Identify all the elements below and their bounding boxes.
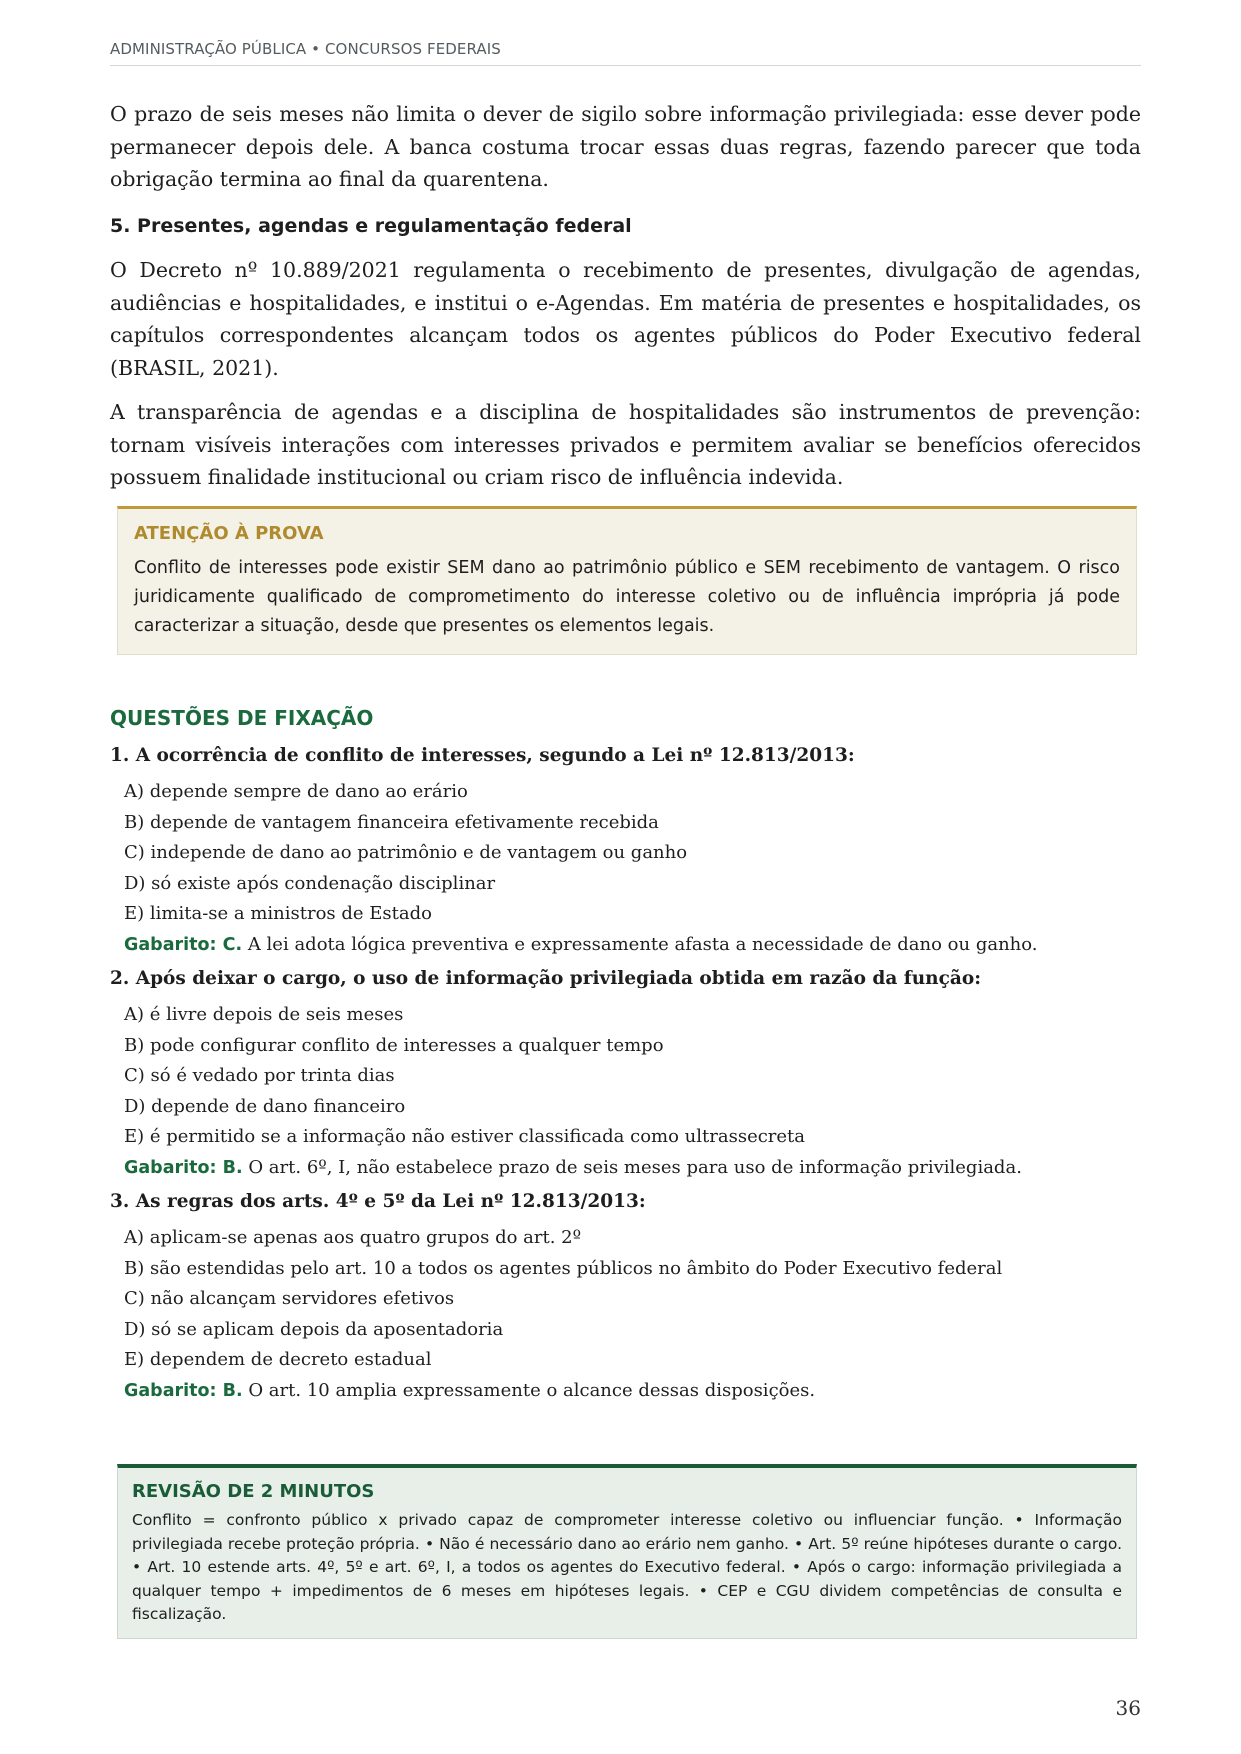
- review-callout: [117, 1464, 1137, 1639]
- answer-key: [110, 930, 1141, 961]
- answer-key: [110, 1376, 1141, 1407]
- question-option: D) depende de dano financeiro: [124, 1095, 406, 1117]
- answer-explanation: O art. 10 amplia expressamente o alcance dessas disposições.: [242, 1379, 816, 1401]
- review-body: Conflito = confronto público x privado capaz de comprometer interesse coletivo ou influenciar função. • Informação privilegiada recebe proteção própria. • Não é necessário dano ao erário nem ganho. • Art. 5º reúne hipóteses durante o cargo. • Art. 10 estende arts. 4º, 5º e art. 6º, I, a todos os agentes do Executivo federal. • Após o cargo: informação privilegiada a qualquer tempo + impedimentos de 6 meses em hipóteses legais. • CEP e CGU dividem competências de consulta e fiscalização.: [132, 1511, 1122, 1623]
- answer-key: [110, 1153, 1141, 1184]
- answer-label: Gabarito: B.: [124, 1157, 243, 1178]
- running-header: ADMINISTRAÇÃO PÚBLICA • CONCURSOS FEDERAIS: [110, 40, 1141, 66]
- question-option: E) é permitido se a informação não estiver classificada como ultrassecreta: [124, 1126, 806, 1147]
- question-1: [110, 744, 1141, 960]
- question-option: C) independe de dano ao patrimônio e de vantagem ou ganho: [124, 842, 688, 863]
- question-stem: 2. Após deixar o cargo, o uso de informação privilegiada obtida em razão da função:: [110, 968, 982, 989]
- attention-body: Conflito de interesses pode existir SEM dano ao patrimônio público e SEM recebimento de vantagem. O risco juridicamente qualificado de comprometimento do interesse coletivo ou de influência imprópria já pode caracterizar a situação, desde que presentes os elementos legais.: [134, 558, 1120, 636]
- answer-explanation: A lei adota lógica preventiva e expressamente afasta a necessidade de dano ou ganho.: [242, 933, 1038, 955]
- question-option: C) não alcançam servidores efetivos: [124, 1288, 455, 1309]
- question-2: [110, 967, 1141, 1183]
- question-3: [110, 1190, 1141, 1406]
- question-option: B) depende de vantagem financeira efetivamente recebida: [124, 811, 659, 833]
- review-title: REVISÃO DE 2 MINUTOS: [132, 1481, 375, 1502]
- question-option: D) só existe após condenação disciplinar: [124, 872, 496, 894]
- attention-title: ATENÇÃO À PROVA: [134, 523, 324, 544]
- question-option: E) dependem de decreto estadual: [124, 1349, 432, 1370]
- answer-explanation: O art. 6º, I, não estabelece prazo de seis meses para uso de informação privilegiada.: [242, 1156, 1022, 1178]
- question-option: C) só é vedado por trinta dias: [124, 1065, 395, 1086]
- page-number: 36: [1115, 1696, 1141, 1720]
- question-stem: 1. A ocorrência de conflito de interesses, segundo a Lei nº 12.813/2013:: [110, 745, 855, 766]
- questions-list: [110, 744, 1141, 1413]
- document-page: [110, 0, 1141, 1754]
- intro-paragraph: O prazo de seis meses não limita o dever de sigilo sobre informação privilegiada: esse dever pode permanecer depois dele. A banca costuma trocar essas duas regras, fazendo parecer que toda obrigação termina ao final da quarentena.: [110, 102, 1141, 191]
- section-heading: 5. Presentes, agendas e regulamentação federal: [110, 215, 632, 237]
- paragraph-decreto: O Decreto nº 10.889/2021 regulamenta o recebimento de presentes, divulgação de agendas, audiências e hospitalidades, e institui o e-Agendas. Em matéria de presentes e hospitalidades, os capítulos correspondentes alcançam todos os agentes públicos do Poder Executivo federal (BRASIL, 2021).: [110, 258, 1141, 380]
- question-option: E) limita-se a ministros de Estado: [124, 903, 432, 924]
- questions-heading: QUESTÕES DE FIXAÇÃO: [110, 706, 374, 730]
- question-option: A) aplicam-se apenas aos quatro grupos do art. 2º: [124, 1227, 582, 1248]
- question-option: A) é livre depois de seis meses: [124, 1004, 404, 1025]
- question-option: B) são estendidas pelo art. 10 a todos os agentes públicos no âmbito do Poder Executivo federal: [124, 1257, 1003, 1279]
- question-option: B) pode configurar conflito de interesses a qualquer tempo: [124, 1034, 664, 1056]
- paragraph-transparencia: A transparência de agendas e a disciplina de hospitalidades são instrumentos de prevenção: tornam visíveis interações com interesses privados e permitem avaliar se benefícios oferecidos possuem finalidade institucional ou criam risco de influência indevida.: [110, 400, 1141, 489]
- answer-label: Gabarito: C.: [124, 934, 243, 955]
- question-stem: 3. As regras dos arts. 4º e 5º da Lei nº 12.813/2013:: [110, 1191, 646, 1212]
- answer-label: Gabarito: B.: [124, 1380, 243, 1401]
- attention-callout: [117, 506, 1137, 655]
- question-option: D) só se aplicam depois da aposentadoria: [124, 1318, 504, 1340]
- question-option: A) depende sempre de dano ao erário: [124, 781, 468, 802]
